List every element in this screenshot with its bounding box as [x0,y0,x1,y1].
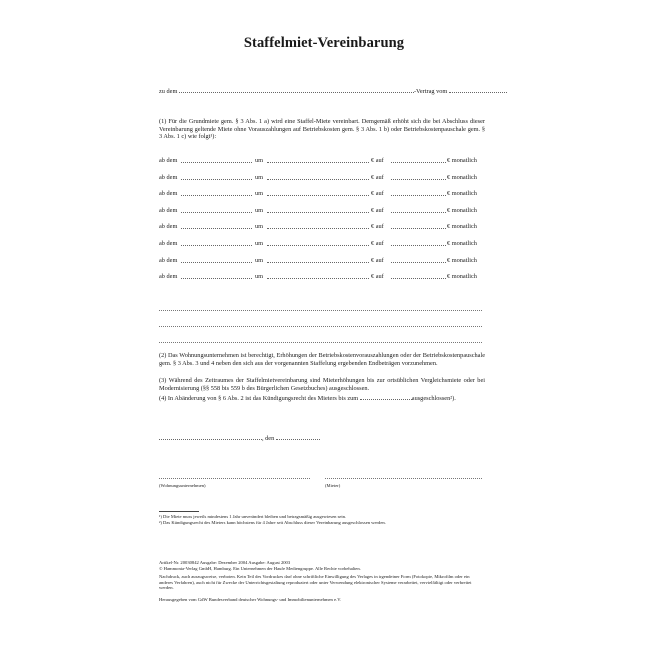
schedule-increase-field[interactable] [267,190,369,196]
schedule-by-label: um [255,256,264,264]
paragraph-3: (3) Während des Zeitraumes der Staffelmietvereinbarung sind Mieterhöhungen bis zur ortsüblichen Vergleichsmiete oder bei Modernisierung (§§ 558 bis 559 b des Bürgerlichen Gesetzbuches) ausgeschlossen. [159,377,485,392]
schedule-date-field[interactable] [181,207,252,213]
blank-line-2[interactable] [159,326,482,327]
schedule-to-label: € auf [371,223,384,231]
imprint-publisher: Herausgegeben vom GdW Bundesverband deutscher Wohnungs- und Immobilienunternehmen e.V. [159,597,342,602]
schedule-monthly-label: € monatlich [447,206,477,214]
schedule-increase-field[interactable] [267,174,369,180]
place-field[interactable] [159,434,262,440]
schedule-date-field[interactable] [181,223,252,229]
schedule-monthly-label: € monatlich [447,157,477,164]
schedule-from-label: ab dem [159,157,178,164]
paragraph-1: (1) Für die Grundmiete gem. § 3 Abs. 1 a) wird eine Staffel-Miete vereinbart. Demgemäß erhöht sich die bei Abschluss dieser Vereinbarung geltende Miete ohne Vorauszahlungen auf Betriebskosten gem. § 3 Abs. 1 b) oder Betriebskostenpauschale gem. § 3 Abs. 1 c) wie folgt¹): [159,118,485,141]
schedule-date-field[interactable] [181,157,252,163]
schedule-monthly-label: € monatlich [447,223,477,231]
schedule-by-label: um [255,173,264,181]
paragraph-2: (2) Das Wohnungsunternehmen ist berechtigt, Erhöhungen der Betriebskostenvorauszahlungen oder der Betriebskostenpauschale gem. § 3 Abs. 3 und 4 neben den sich aus der vorgenannten Staffelung ergebenden Endbeträgen vorzunehmen. [159,352,485,367]
schedule-from-label: ab dem [159,273,178,281]
schedule-from-label: ab dem [159,240,178,247]
signature-line-landlord[interactable] [159,478,310,479]
contract-type-field[interactable] [179,87,414,93]
schedule-to-label: € auf [371,190,384,198]
termination-date-field[interactable] [360,394,412,400]
schedule-from-label: ab dem [159,256,178,264]
signature-line-tenant[interactable] [325,478,482,479]
blank-line-3[interactable] [159,342,482,343]
schedule-by-label: um [255,273,264,281]
schedule-monthly-label: € monatlich [447,240,477,247]
schedule-row [159,257,485,265]
schedule-monthly-label: € monatlich [447,273,477,281]
paragraph-4 [159,394,456,403]
footnote-1: ¹) Die Miete muss jeweils mindestens 1 Jahr unverändert bleiben und betragsmäßig ausgewiesen sein. [159,514,347,519]
contract-prefix: zu dem [159,88,178,95]
schedule-monthly-label: € monatlich [447,173,477,181]
imprint-article: Artikel-Nr. 20030842 Ausgabe: Dezember 2004 Ausgabe: August 2003 [159,560,291,565]
schedule-by-label: um [255,157,264,164]
schedule-from-label: ab dem [159,190,178,198]
schedule-to-label: € auf [371,157,384,164]
schedule-row [159,240,485,248]
schedule-date-field[interactable] [181,240,252,246]
schedule-amount-field[interactable] [391,190,446,196]
schedule-row [159,207,485,215]
date-field[interactable] [276,434,320,440]
schedule-amount-field[interactable] [391,273,446,279]
paragraph-4-suffix: ausgeschlossen²). [411,395,456,402]
schedule-increase-field[interactable] [267,240,369,246]
schedule-amount-field[interactable] [391,257,446,263]
schedule-increase-field[interactable] [267,157,369,163]
schedule-date-field[interactable] [181,190,252,196]
schedule-monthly-label: € monatlich [447,190,477,198]
schedule-to-label: € auf [371,256,384,264]
schedule-increase-field[interactable] [267,273,369,279]
contract-reference-line [159,87,507,96]
schedule-increase-field[interactable] [267,223,369,229]
schedule-to-label: € auf [371,206,384,214]
place-date-line [159,434,320,443]
schedule-row [159,223,485,231]
schedule-increase-field[interactable] [267,257,369,263]
schedule-by-label: um [255,190,264,198]
schedule-amount-field[interactable] [391,174,446,180]
schedule-amount-field[interactable] [391,223,446,229]
contract-date-field[interactable] [449,87,507,93]
schedule-to-label: € auf [371,173,384,181]
imprint-copyright: © Hammonia-Verlag GmbH, Hamburg. Ein Unternehmen der Haufe Mediengruppe. Alle Rechte vorbehalten. [159,566,361,571]
paragraph-4-text: (4) In Abänderung von § 6 Abs. 2 ist das Kündigungsrecht des Mieters bis zum [159,395,359,402]
schedule-monthly-label: € monatlich [447,256,477,264]
schedule-amount-field[interactable] [391,240,446,246]
schedule-to-label: € auf [371,273,384,281]
schedule-from-label: ab dem [159,206,178,214]
schedule-by-label: um [255,223,264,231]
signature-label-landlord: (Wohnungsunternehmen) [159,483,206,488]
schedule-amount-field[interactable] [391,157,446,163]
imprint-reprint-notice: Nachdruck, auch auszugsweise, verboten. Kein Teil des Vordruckes darf ohne schriftliche Einwilligung des Verlages in irgendeiner Form (Fotokopie, Mikrofilm oder ein anderes Verfahren), auch nicht für Zwecke der Unterrichtsgestaltung reproduziert oder unter Verwendung elektronischer Systeme verarbeitet, vervielfältigt oder verbreitet werden. [159,574,472,591]
schedule-by-label: um [255,240,264,247]
schedule-row [159,157,485,165]
schedule-date-field[interactable] [181,257,252,263]
footnote-2: ²) Das Kündigungsrecht des Mieters kann höchstens für 4 Jahre seit Abschluss dieser Vereinbarung ausgeschlossen werden. [159,520,386,525]
schedule-from-label: ab dem [159,223,178,231]
date-separator: , den [262,435,275,442]
schedule-to-label: € auf [371,240,384,247]
signature-label-tenant: (Mieter) [325,483,341,488]
contract-date-label: -Vertrag vom [413,88,448,95]
schedule-increase-field[interactable] [267,207,369,213]
document-title: Staffelmiet-Vereinbarung [243,35,405,51]
schedule-row [159,273,485,281]
schedule-amount-field[interactable] [391,207,446,213]
schedule-from-label: ab dem [159,173,178,181]
schedule-date-field[interactable] [181,273,252,279]
schedule-row [159,190,485,198]
schedule-date-field[interactable] [181,174,252,180]
footnote-divider [159,511,199,512]
blank-line-1[interactable] [159,310,482,311]
schedule-row [159,174,485,182]
schedule-by-label: um [255,206,264,214]
